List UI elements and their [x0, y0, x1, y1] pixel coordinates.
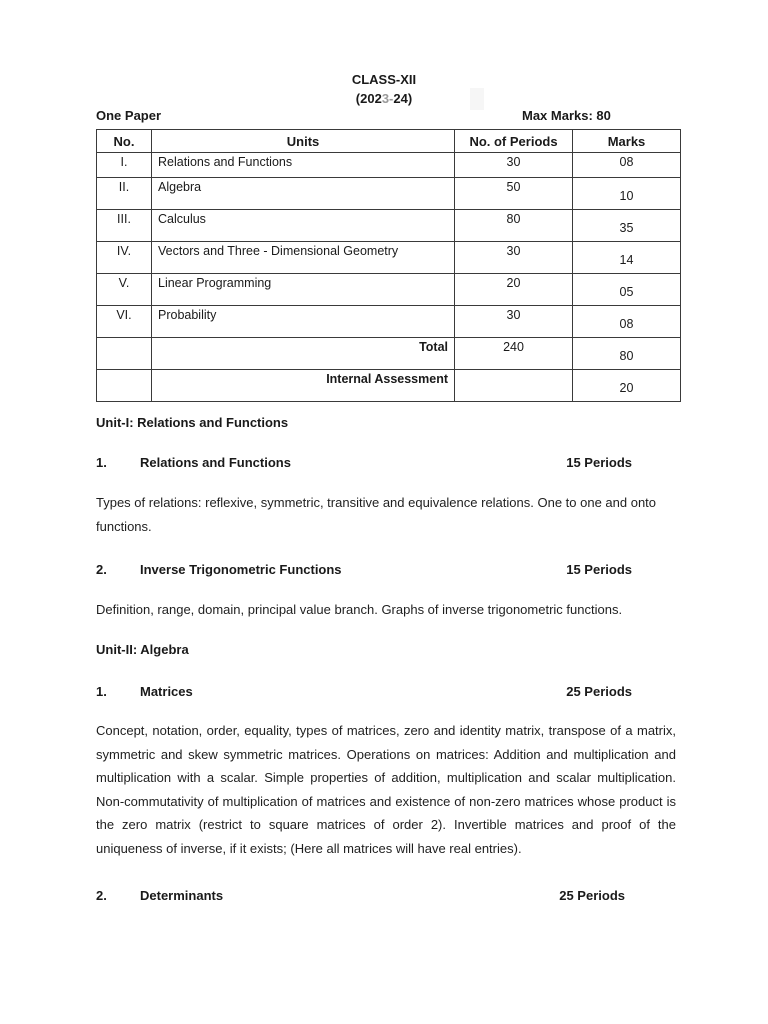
- marks-value: 20: [619, 381, 634, 395]
- topic-description: Definition, range, domain, principal value branch. Graphs of inverse trigonometric functions.: [96, 602, 623, 617]
- cell-unit: Algebra: [152, 178, 455, 210]
- marks-value: 14: [619, 253, 634, 267]
- session-year: [0, 91, 768, 106]
- max-marks-label: Max Marks: 80: [522, 108, 611, 123]
- marks-value: 10: [619, 189, 634, 203]
- cell-no: III.: [97, 210, 152, 242]
- topic-number: 1.: [96, 455, 107, 470]
- marks-value: 35: [619, 221, 634, 235]
- table-row-internal-assessment: [97, 370, 681, 402]
- cell-marks: [573, 178, 681, 210]
- column-header-periods: No. of Periods: [455, 130, 573, 153]
- session-year-prefix: (202: [355, 91, 382, 106]
- paper-label: One Paper: [96, 108, 162, 123]
- cell-marks: [573, 153, 681, 178]
- cell-no: IV.: [97, 242, 152, 274]
- total-marks: [573, 338, 681, 370]
- unit-heading: Unit-II: Algebra: [96, 642, 189, 657]
- cell-unit: Calculus: [152, 210, 455, 242]
- cell-periods: 50: [455, 178, 573, 210]
- table-row: [97, 210, 681, 242]
- topic-periods: 15 Periods: [566, 455, 632, 470]
- topic-number: 2.: [96, 888, 107, 903]
- cell-no: VI.: [97, 306, 152, 338]
- topic-periods: 25 Periods: [566, 684, 632, 699]
- internal-assessment-periods: [455, 370, 573, 402]
- table-row: [97, 153, 681, 178]
- cell-no: [97, 370, 152, 402]
- table-row: [97, 178, 681, 210]
- table-row-total: [97, 338, 681, 370]
- topic-description: Concept, notation, order, equality, types of matrices, zero and identity matrix, transpose of a matrix, symmetric and skew symmetric matrices. Operations on matrices: Addition and multiplication and multiplication with a scalar. Simple properties of addition, multiplication and scalar multiplication. Non-commutativity of multiplication of matrices and existence of non-zero matrices whose product is the zero matrix (restrict to square matrices of order 2). Invertible matrices and proof of the uniqueness of inverse, if it exists; (Here all matrices will have real entries).: [96, 723, 676, 856]
- table-row: [97, 242, 681, 274]
- cell-periods: 20: [455, 274, 573, 306]
- cell-periods: 30: [455, 153, 573, 178]
- scan-artifact: [470, 88, 484, 110]
- cell-marks: [573, 306, 681, 338]
- topic-title: Relations and Functions: [140, 455, 291, 470]
- topic-number: 2.: [96, 562, 107, 577]
- total-periods: 240: [455, 338, 573, 370]
- topic-title: Matrices: [140, 684, 193, 699]
- class-title: CLASS-XII: [351, 72, 417, 87]
- marks-value: 08: [619, 155, 634, 169]
- topic-title: Determinants: [140, 888, 224, 903]
- cell-marks: [573, 242, 681, 274]
- table-row: [97, 306, 681, 338]
- session-year-faded: 3-: [381, 91, 394, 106]
- topic-description: Types of relations: reflexive, symmetric, transitive and equivalence relations. One to one and onto functions.: [96, 495, 657, 534]
- column-header-no: No.: [97, 130, 152, 153]
- topic-periods: 25 Periods: [559, 888, 625, 903]
- marks-value: 05: [619, 285, 634, 299]
- cell-periods: 30: [455, 242, 573, 274]
- table-header-row: [97, 130, 681, 153]
- topic-title: Inverse Trigonometric Functions: [140, 562, 342, 577]
- syllabus-table: [96, 129, 681, 402]
- cell-no: V.: [97, 274, 152, 306]
- topic-number: 1.: [96, 684, 107, 699]
- column-header-marks: Marks: [573, 130, 681, 153]
- cell-marks: [573, 210, 681, 242]
- internal-assessment-label: Internal Assessment: [152, 370, 455, 402]
- cell-unit: Probability: [152, 306, 455, 338]
- cell-unit: Linear Programming: [152, 274, 455, 306]
- total-label: Total: [152, 338, 455, 370]
- cell-periods: 80: [455, 210, 573, 242]
- cell-unit: Relations and Functions: [152, 153, 455, 178]
- column-header-units: Units: [152, 130, 455, 153]
- topic-periods: 15 Periods: [566, 562, 632, 577]
- cell-unit: Vectors and Three - Dimensional Geometry: [152, 242, 455, 274]
- table-row: [97, 274, 681, 306]
- unit-heading: Unit-I: Relations and Functions: [96, 415, 289, 430]
- internal-assessment-marks: [573, 370, 681, 402]
- marks-value: 08: [619, 317, 634, 331]
- cell-no: II.: [97, 178, 152, 210]
- cell-marks: [573, 274, 681, 306]
- session-year-suffix: 24): [393, 91, 413, 106]
- cell-no: [97, 338, 152, 370]
- marks-value: 80: [619, 349, 634, 363]
- cell-no: I.: [97, 153, 152, 178]
- cell-periods: 30: [455, 306, 573, 338]
